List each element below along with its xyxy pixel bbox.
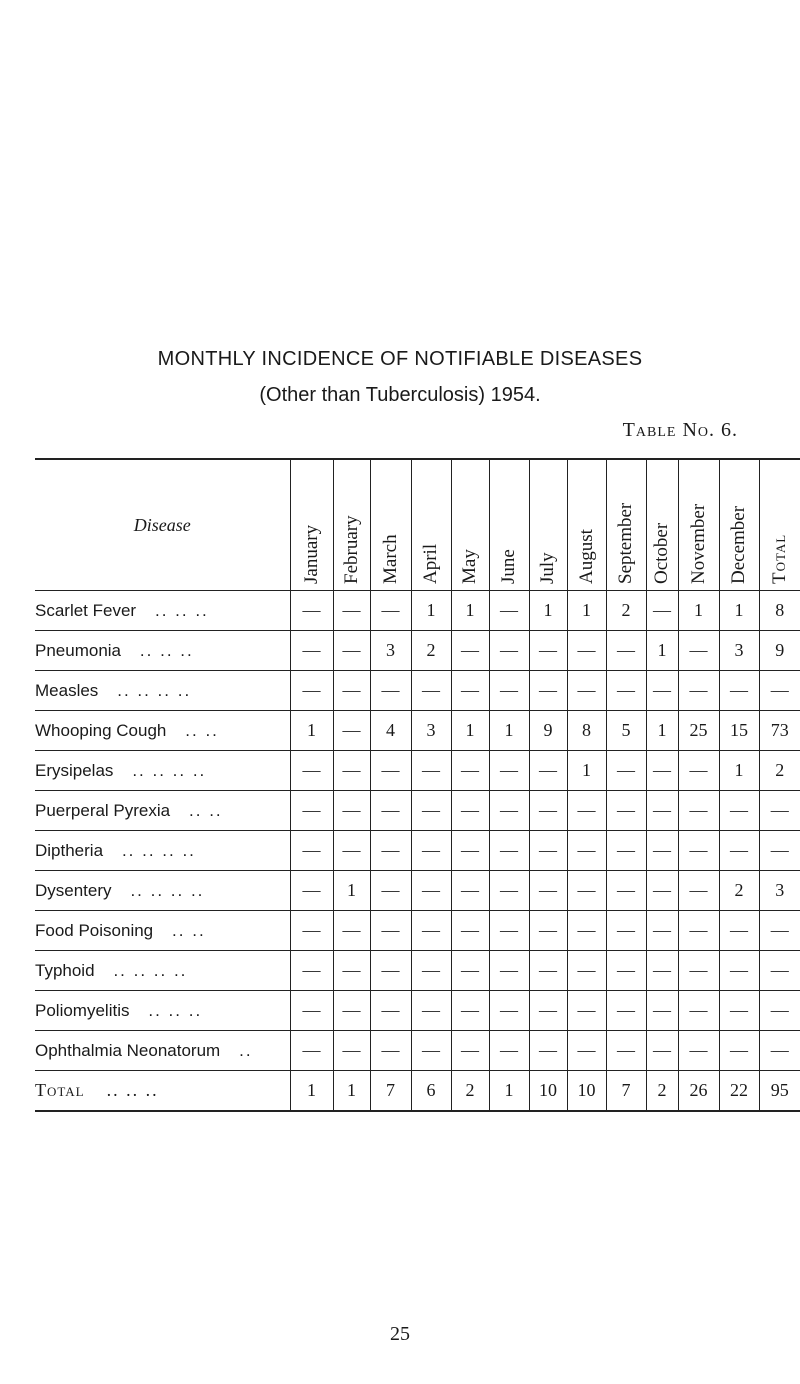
table-row: [35, 1071, 800, 1112]
disease-name: Poliomyelitis: [35, 1000, 130, 1020]
value-cell: —: [567, 991, 606, 1031]
value-cell: —: [411, 751, 451, 791]
leader-dots: .. .. .. ..: [117, 680, 192, 700]
column-header-label: August: [575, 529, 597, 584]
table-row: [35, 791, 800, 831]
disease-name-cell: [35, 871, 290, 911]
value-cell: —: [333, 1031, 370, 1071]
value-cell: —: [646, 831, 678, 871]
leader-dots: .. .. ..: [148, 1000, 203, 1020]
value-cell: —: [567, 1031, 606, 1071]
value-cell: —: [451, 911, 489, 951]
value-cell: —: [606, 631, 646, 671]
leader-dots: .. .. ..: [155, 600, 209, 620]
value-cell: —: [411, 951, 451, 991]
column-header-november: [678, 459, 719, 591]
table-row: [35, 871, 800, 911]
value-cell: —: [370, 751, 411, 791]
disease-name-cell: [35, 791, 290, 831]
table-row: [35, 631, 800, 671]
disease-name: Scarlet Fever: [35, 600, 137, 620]
value-cell: —: [489, 791, 529, 831]
value-cell: —: [489, 991, 529, 1031]
value-cell: —: [370, 871, 411, 911]
value-cell: 25: [678, 711, 719, 751]
value-cell: 1: [567, 751, 606, 791]
value-cell: —: [529, 911, 567, 951]
value-cell: —: [646, 911, 678, 951]
disease-name: Diptheria: [35, 840, 104, 860]
table-header-row: [35, 459, 800, 591]
leader-dots: .. .. .. ..: [130, 880, 205, 900]
value-cell: —: [370, 991, 411, 1031]
value-cell: —: [333, 911, 370, 951]
value-cell: —: [370, 911, 411, 951]
value-cell: —: [451, 791, 489, 831]
value-cell: 1: [719, 751, 759, 791]
column-header-october: [646, 459, 678, 591]
value-cell: —: [333, 711, 370, 751]
value-cell: 2: [606, 591, 646, 631]
value-cell: —: [606, 831, 646, 871]
value-cell: —: [290, 591, 333, 631]
value-cell: —: [333, 951, 370, 991]
column-header-june: [489, 459, 529, 591]
value-cell: —: [529, 991, 567, 1031]
value-cell: —: [451, 631, 489, 671]
value-cell: —: [567, 631, 606, 671]
value-cell: —: [333, 591, 370, 631]
value-cell: —: [411, 911, 451, 951]
disease-name-cell: [35, 911, 290, 951]
value-cell: —: [567, 951, 606, 991]
value-cell: 10: [567, 1071, 606, 1112]
leader-dots: ..: [239, 1040, 253, 1060]
value-cell: —: [759, 1031, 800, 1071]
value-cell: 8: [567, 711, 606, 751]
leader-dots: .. .. .. ..: [113, 960, 188, 980]
value-cell: —: [489, 951, 529, 991]
value-cell: —: [290, 911, 333, 951]
value-cell: —: [646, 791, 678, 831]
column-header-label: Total: [768, 533, 790, 584]
value-cell: —: [370, 671, 411, 711]
value-cell: —: [678, 791, 719, 831]
page-number: 25: [390, 1323, 410, 1345]
value-cell: —: [370, 951, 411, 991]
value-cell: —: [489, 751, 529, 791]
value-cell: 3: [370, 631, 411, 671]
value-cell: —: [678, 991, 719, 1031]
value-cell: —: [606, 911, 646, 951]
value-cell: —: [411, 871, 451, 911]
table-number: Table No. 6.: [622, 419, 738, 441]
disease-name-cell: [35, 711, 290, 751]
column-header-may: [451, 459, 489, 591]
column-header-july: [529, 459, 567, 591]
value-cell: —: [370, 1031, 411, 1071]
column-header-label: July: [537, 552, 558, 584]
column-header-label: January: [300, 524, 322, 584]
value-cell: —: [529, 1031, 567, 1071]
value-cell: —: [489, 911, 529, 951]
disease-name: Measles: [35, 680, 99, 700]
value-cell: —: [606, 951, 646, 991]
value-cell: —: [646, 991, 678, 1031]
column-header-total: [759, 459, 800, 591]
value-cell: —: [567, 911, 606, 951]
table-row: [35, 991, 800, 1031]
value-cell: 7: [606, 1071, 646, 1112]
value-cell: —: [333, 791, 370, 831]
value-cell: 9: [529, 711, 567, 751]
value-cell: —: [678, 951, 719, 991]
value-cell: —: [529, 751, 567, 791]
disease-incidence-table: [35, 458, 800, 1112]
value-cell: 1: [719, 591, 759, 631]
value-cell: —: [759, 951, 800, 991]
value-cell: —: [489, 671, 529, 711]
value-cell: —: [646, 1031, 678, 1071]
value-cell: —: [411, 991, 451, 1031]
value-cell: —: [678, 631, 719, 671]
disease-name-cell: [35, 991, 290, 1031]
value-cell: 3: [411, 711, 451, 751]
disease-name: Typhoid: [35, 960, 95, 980]
disease-name-cell: [35, 1071, 290, 1112]
value-cell: —: [529, 631, 567, 671]
disease-name-cell: [35, 1031, 290, 1071]
column-header-february: [333, 459, 370, 591]
value-cell: 1: [489, 711, 529, 751]
value-cell: —: [529, 871, 567, 911]
value-cell: —: [411, 671, 451, 711]
disease-name-cell: [35, 951, 290, 991]
table-row: [35, 831, 800, 871]
value-cell: —: [529, 671, 567, 711]
leader-dots: .. .. ..: [106, 1080, 159, 1100]
value-cell: —: [290, 871, 333, 911]
value-cell: —: [333, 751, 370, 791]
value-cell: —: [606, 671, 646, 711]
column-header-label: September: [615, 502, 636, 584]
value-cell: —: [719, 831, 759, 871]
value-cell: 1: [567, 591, 606, 631]
value-cell: 7: [370, 1071, 411, 1112]
value-cell: —: [529, 791, 567, 831]
value-cell: —: [606, 791, 646, 831]
table-row: [35, 911, 800, 951]
disease-name-cell: [35, 831, 290, 871]
value-cell: —: [333, 631, 370, 671]
value-cell: —: [290, 631, 333, 671]
value-cell: 1: [489, 1071, 529, 1112]
value-cell: 1: [290, 1071, 333, 1112]
value-cell: —: [719, 791, 759, 831]
column-header-march: [370, 459, 411, 591]
table-row: [35, 1031, 800, 1071]
value-cell: —: [411, 1031, 451, 1071]
disease-name-cell: [35, 591, 290, 631]
column-header-label: October: [651, 522, 672, 584]
disease-name: Ophthalmia Neonatorum: [35, 1040, 221, 1060]
disease-name: Whooping Cough: [35, 720, 167, 740]
value-cell: 1: [333, 1071, 370, 1112]
disease-name-cell: [35, 671, 290, 711]
disease-name: Food Poisoning: [35, 920, 154, 940]
value-cell: —: [333, 671, 370, 711]
value-cell: 2: [759, 751, 800, 791]
value-cell: —: [719, 991, 759, 1031]
value-cell: —: [333, 991, 370, 1031]
value-cell: —: [489, 831, 529, 871]
value-cell: —: [567, 671, 606, 711]
leader-dots: .. .. .. ..: [132, 760, 207, 780]
disease-column-header: Disease: [35, 459, 290, 591]
value-cell: —: [678, 1031, 719, 1071]
value-cell: 1: [333, 871, 370, 911]
value-cell: 1: [451, 591, 489, 631]
column-header-september: [606, 459, 646, 591]
value-cell: —: [489, 1031, 529, 1071]
value-cell: —: [290, 991, 333, 1031]
value-cell: —: [451, 1031, 489, 1071]
value-cell: —: [678, 751, 719, 791]
value-cell: 1: [646, 631, 678, 671]
leader-dots: .. ..: [189, 800, 223, 820]
value-cell: 1: [646, 711, 678, 751]
column-header-august: [567, 459, 606, 591]
disease-name: Erysipelas: [35, 760, 114, 780]
value-cell: 8: [759, 591, 800, 631]
value-cell: —: [678, 871, 719, 911]
value-cell: 1: [411, 591, 451, 631]
value-cell: —: [606, 751, 646, 791]
column-header-label: April: [420, 543, 441, 584]
value-cell: 2: [411, 631, 451, 671]
table-row: [35, 711, 800, 751]
value-cell: —: [529, 951, 567, 991]
value-cell: 73: [759, 711, 800, 751]
column-header-label: June: [498, 549, 519, 584]
value-cell: —: [290, 951, 333, 991]
column-header-label: May: [459, 549, 480, 584]
disease-name: Pneumonia: [35, 640, 122, 660]
value-cell: —: [646, 871, 678, 911]
column-header-label: February: [340, 515, 362, 584]
value-cell: 2: [719, 871, 759, 911]
value-cell: 1: [529, 591, 567, 631]
page-title: MONTHLY INCIDENCE OF NOTIFIABLE DISEASES: [157, 348, 643, 370]
value-cell: —: [290, 671, 333, 711]
table-body: [35, 591, 800, 1112]
value-cell: —: [646, 671, 678, 711]
column-header-december: [719, 459, 759, 591]
leader-dots: .. ..: [172, 920, 206, 940]
leader-dots: .. ..: [185, 720, 219, 740]
value-cell: —: [646, 751, 678, 791]
value-cell: —: [451, 951, 489, 991]
value-cell: 26: [678, 1071, 719, 1112]
value-cell: 6: [411, 1071, 451, 1112]
value-cell: 1: [678, 591, 719, 631]
value-cell: —: [333, 831, 370, 871]
leader-dots: .. .. ..: [139, 640, 194, 660]
value-cell: —: [529, 831, 567, 871]
value-cell: —: [451, 871, 489, 911]
table-row: [35, 751, 800, 791]
column-header-label: November: [687, 503, 709, 584]
table-row: [35, 951, 800, 991]
column-header-label: March: [379, 534, 401, 584]
value-cell: —: [451, 831, 489, 871]
value-cell: —: [606, 991, 646, 1031]
value-cell: —: [759, 991, 800, 1031]
column-header-april: [411, 459, 451, 591]
page-subtitle: (Other than Tuberculosis) 1954.: [259, 384, 541, 406]
value-cell: —: [719, 951, 759, 991]
value-cell: —: [567, 791, 606, 831]
value-cell: 1: [290, 711, 333, 751]
value-cell: —: [290, 751, 333, 791]
value-cell: —: [451, 671, 489, 711]
value-cell: —: [489, 871, 529, 911]
disease-name-cell: [35, 631, 290, 671]
disease-name: Puerperal Pyrexia: [35, 800, 171, 820]
disease-name: Total: [35, 1080, 85, 1100]
value-cell: —: [719, 1031, 759, 1071]
value-cell: —: [290, 831, 333, 871]
column-header-label: December: [728, 505, 749, 584]
value-cell: —: [411, 831, 451, 871]
value-cell: 2: [646, 1071, 678, 1112]
value-cell: —: [606, 871, 646, 911]
value-cell: —: [759, 831, 800, 871]
value-cell: 9: [759, 631, 800, 671]
disease-name-cell: [35, 751, 290, 791]
value-cell: —: [489, 591, 529, 631]
value-cell: 10: [529, 1071, 567, 1112]
value-cell: —: [646, 591, 678, 631]
disease-name: Dysentery: [35, 880, 112, 900]
value-cell: —: [290, 791, 333, 831]
value-cell: 3: [759, 871, 800, 911]
value-cell: 22: [719, 1071, 759, 1112]
value-cell: 4: [370, 711, 411, 751]
leader-dots: .. .. .. ..: [121, 840, 196, 860]
value-cell: —: [290, 1031, 333, 1071]
value-cell: 5: [606, 711, 646, 751]
value-cell: —: [719, 911, 759, 951]
value-cell: —: [759, 791, 800, 831]
value-cell: —: [678, 831, 719, 871]
value-cell: —: [678, 911, 719, 951]
value-cell: 3: [719, 631, 759, 671]
column-header-january: [290, 459, 333, 591]
value-cell: —: [451, 751, 489, 791]
value-cell: —: [719, 671, 759, 711]
value-cell: 15: [719, 711, 759, 751]
table-row: [35, 671, 800, 711]
value-cell: —: [370, 791, 411, 831]
table-row: [35, 591, 800, 631]
value-cell: —: [489, 631, 529, 671]
value-cell: 95: [759, 1071, 800, 1112]
value-cell: —: [370, 831, 411, 871]
value-cell: 1: [451, 711, 489, 751]
value-cell: —: [759, 911, 800, 951]
value-cell: —: [759, 671, 800, 711]
value-cell: —: [606, 1031, 646, 1071]
value-cell: —: [411, 791, 451, 831]
value-cell: —: [451, 991, 489, 1031]
value-cell: 2: [451, 1071, 489, 1112]
value-cell: —: [567, 871, 606, 911]
value-cell: —: [678, 671, 719, 711]
value-cell: —: [567, 831, 606, 871]
value-cell: —: [646, 951, 678, 991]
value-cell: —: [370, 591, 411, 631]
